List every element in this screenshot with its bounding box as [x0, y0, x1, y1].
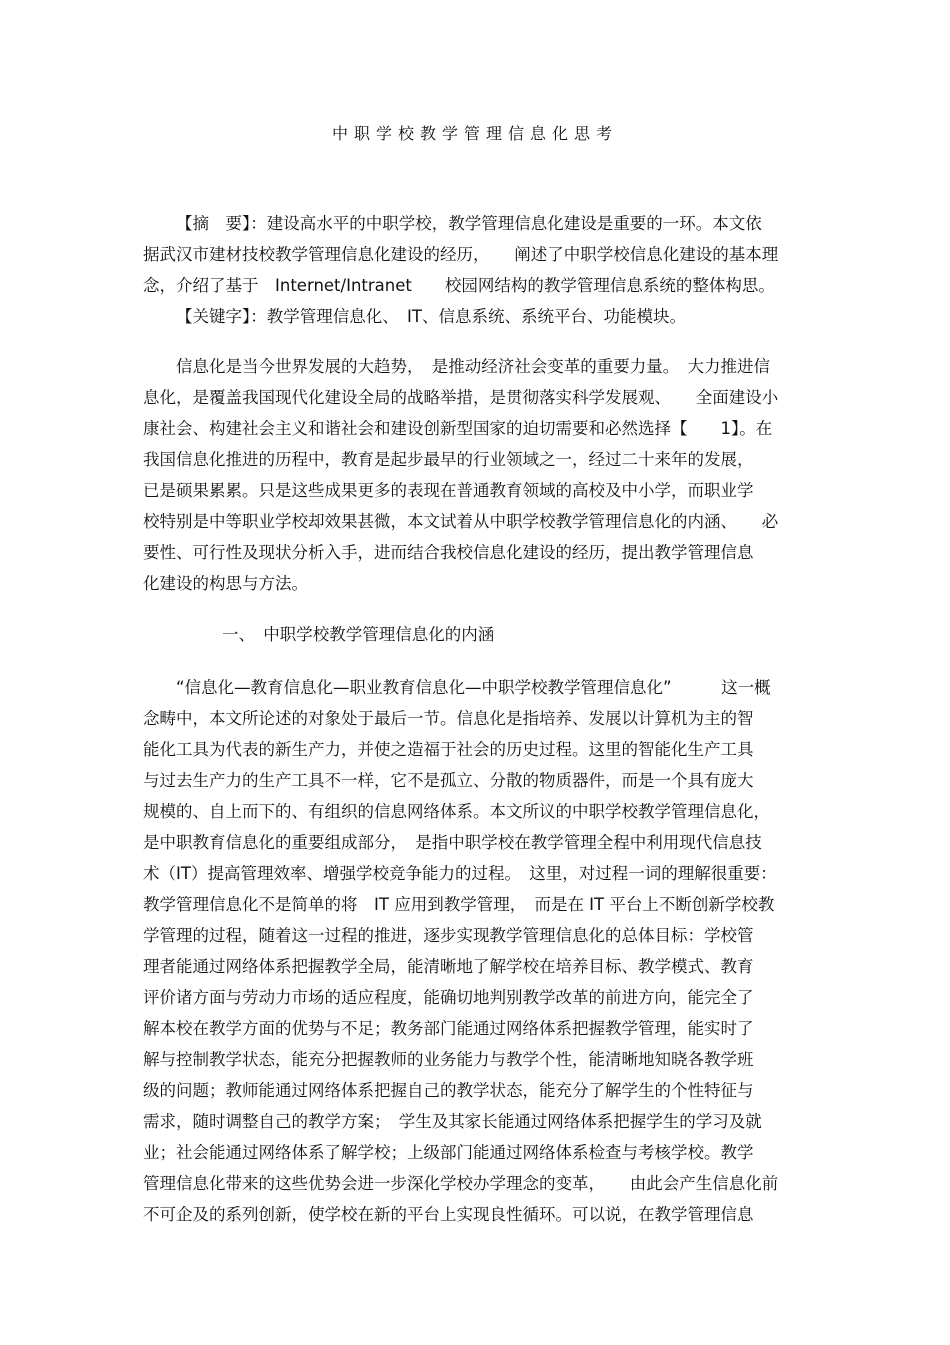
paragraph-line: 我国信息化推进的历程中，教育是起步最早的行业领域之一，经过二十来年的发展，	[143, 450, 754, 469]
paragraph-line: 评价诸方面与劳动力市场的适应程度，能确切地判别教学改革的前进方向，能完全了	[143, 988, 754, 1007]
paragraph-line: 需求，随时调整自己的教学方案； 学生及其家长能通过网络体系把握学生的学习及就	[143, 1112, 762, 1131]
paragraph-line: 校特别是中等职业学校却效果甚微，本文试着从中职学校教学管理信息化的内涵、 必	[143, 512, 779, 531]
paragraph-line: 解与控制教学状态，能充分把握教师的业务能力与教学个性，能清晰地知晓各教学班	[143, 1050, 754, 1069]
paragraph-line: 能化工具为代表的新生产力，并使之造福于社会的历史过程。这里的智能化生产工具	[143, 740, 754, 759]
paragraph-line: 规模的、自上而下的、有组织的信息网络体系。本文所议的中职学校教学管理信息化，	[143, 802, 770, 821]
paragraph-line: 术（IT）提高管理效率、增强学校竞争能力的过程。 这里，对过程一词的理解很重要：	[143, 864, 777, 883]
paragraph-line: 理者能通过网络体系把握教学全局，能清晰地了解学校在培养目标、教学模式、教育	[143, 957, 754, 976]
paragraph-line: 级的问题；教师能通过网络体系把握自己的教学状态，能充分了解学生的个性特征与	[143, 1081, 754, 1100]
section-heading: 一、 中职学校教学管理信息化的内涵	[222, 625, 495, 644]
paragraph-line: 是中职教育信息化的重要组成部分， 是指中职学校在教学管理全程中利用现代信息技	[143, 833, 762, 852]
abstract-line: 据武汉市建材技校教学管理信息化建设的经历， 阐述了中职学校信息化建设的基本理	[143, 245, 779, 264]
paragraph-line: 解本校在教学方面的优势与不足；教务部门能通过网络体系把握教学管理，能实时了	[143, 1019, 754, 1038]
abstract-line: 念，介绍了基于 Internet/Intranet 校园网结构的教学管理信息系统的整体构思。	[143, 276, 775, 295]
paragraph-line: 息化，是覆盖我国现代化建设全局的战略举措，是贯彻落实科学发展观、 全面建设小	[143, 388, 779, 407]
paragraph-line: 念畴中，本文所论述的对象处于最后一节。信息化是指培养、发展以计算机为主的智	[143, 709, 754, 728]
paragraph-line: 信息化是当今世界发展的大趋势， 是推动经济社会变革的重要力量。 大力推进信	[176, 357, 770, 376]
paragraph-line: 教学管理信息化不是简单的将 IT 应用到教学管理， 而是在 IT 平台上不断创新学校教	[143, 895, 775, 914]
paragraph-line: 已是硕果累累。只是这些成果更多的表现在普通教育领域的高校及中小学，而职业学	[143, 481, 754, 500]
paragraph-line: 要性、可行性及现状分析入手，进而结合我校信息化建设的经历，提出教学管理信息	[143, 543, 754, 562]
paragraph-line: 与过去生产力的生产工具不一样，它不是孤立、分散的物质器件，而是一个具有庞大	[143, 771, 754, 790]
abstract-line: 【摘 要】：建设高水平的中职学校，教学管理信息化建设是重要的一环。本文依	[176, 214, 762, 233]
paragraph-line: 管理信息化带来的这些优势会进一步深化学校办学理念的变革， 由此会产生信息化前	[143, 1174, 779, 1193]
paragraph-line: 学管理的过程，随着这一过程的推进，逐步实现教学管理信息化的总体目标：学校管	[143, 926, 754, 945]
document-title: 中职学校教学管理信息化思考	[331, 124, 618, 143]
paragraph-line: 康社会、构建社会主义和谐社会和建设创新型国家的迫切需要和必然选择【 1】。在	[143, 419, 773, 438]
paragraph-line: 化建设的构思与方法。	[143, 574, 308, 593]
paragraph-line: 业；社会能通过网络体系了解学校；上级部门能通过网络体系检查与考核学校。教学	[143, 1143, 754, 1162]
paragraph-line: 不可企及的系列创新，使学校在新的平台上实现良性循环。可以说，在教学管理信息	[143, 1205, 754, 1224]
paragraph-line: “信息化—教育信息化—职业教育信息化—中职学校教学管理信息化” 这一概	[176, 678, 771, 697]
keywords-line: 【关键字】：教学管理信息化、 IT、信息系统、系统平台、功能模块。	[176, 307, 686, 326]
